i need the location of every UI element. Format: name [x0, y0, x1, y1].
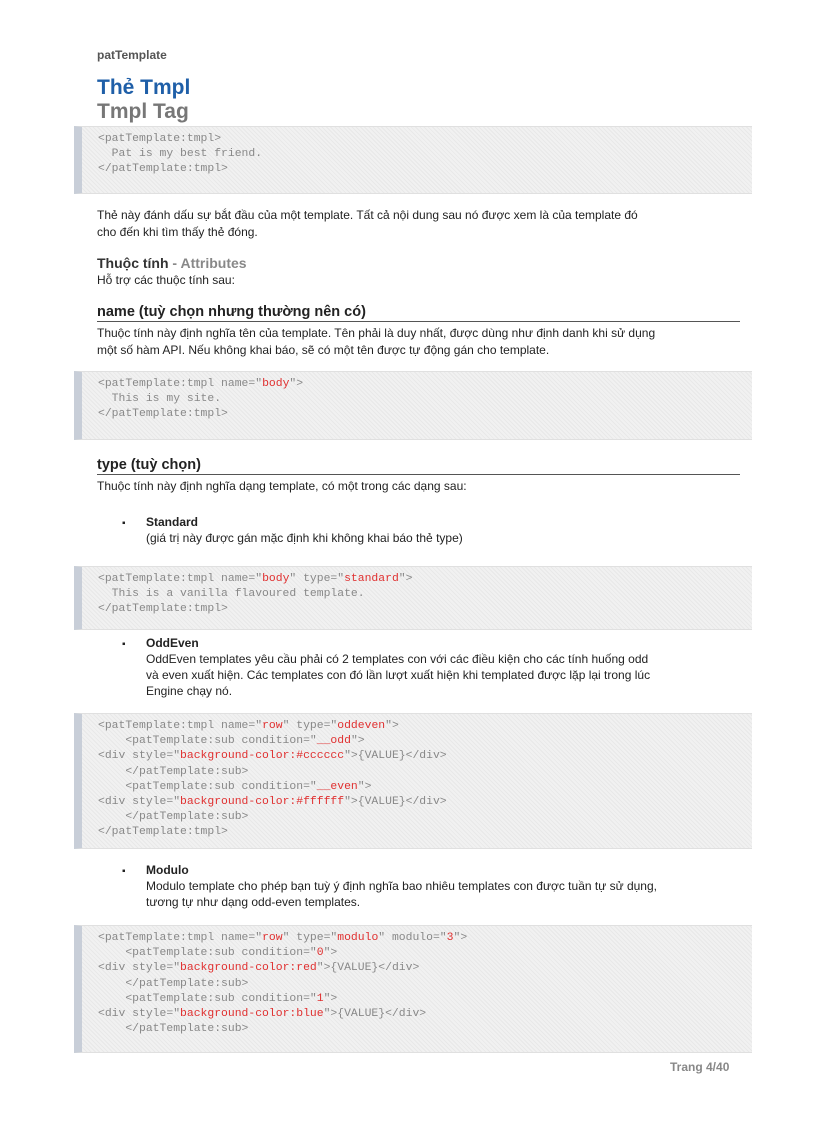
code-line	[98, 992, 752, 1007]
code-line	[98, 1007, 752, 1022]
bullet-marker: ▪	[122, 639, 126, 650]
code-text: </patTemplate:tmpl>	[98, 163, 228, 176]
code-text: ">	[398, 573, 413, 585]
code-text: <div style="	[98, 962, 181, 975]
code-text: </patTemplate:sub>	[98, 977, 249, 990]
code-text: <patTemplate:tmpl name="	[98, 720, 263, 732]
code-string: background-color:red	[180, 962, 317, 975]
code-text: " type="	[282, 720, 338, 732]
document-header: patTemplate	[97, 48, 167, 62]
intro-line: Thẻ này đánh dấu sự bắt đầu của một template. Tất cả nội dung sau nó được xem là của template đó	[97, 208, 638, 222]
code-line	[98, 602, 752, 617]
code-string: row	[262, 720, 283, 732]
code-text: ">{VALUE}</div>	[323, 1007, 427, 1020]
code-block	[74, 566, 752, 630]
code-string: row	[262, 932, 283, 944]
code-text: ">	[357, 780, 372, 793]
description-line: và even xuất hiện. Các templates con đó lần lượt xuất hiện khi templated được lặp lại trong lúc	[146, 668, 651, 682]
bullet-desc-oddeven	[146, 651, 746, 699]
attributes-heading-separator: -	[168, 255, 181, 271]
code-text: <patTemplate:sub condition="	[98, 780, 317, 793]
description-line: tương tự như dạng odd-even templates.	[146, 895, 361, 909]
description-line: một số hàm API. Nếu không khai báo, sẽ có một tên được tự động gán cho template.	[97, 343, 550, 357]
code-line	[98, 825, 752, 840]
code-text: <patTemplate:sub condition="	[98, 992, 317, 1005]
code-text: <patTemplate:tmpl name="	[98, 378, 263, 390]
code-line	[98, 132, 752, 147]
code-text: <patTemplate:sub condition="	[98, 735, 317, 748]
type-attribute-description: Thuộc tính này định nghĩa dạng template, có một trong các dạng sau:	[97, 479, 467, 493]
code-line	[98, 810, 752, 825]
code-text: <div style="	[98, 750, 181, 763]
code-text: This is a vanilla flavoured template.	[98, 588, 365, 601]
code-text: <patTemplate:tmpl name="	[98, 932, 263, 944]
code-line	[98, 749, 752, 764]
code-text: <div style="	[98, 795, 181, 808]
code-text: </patTemplate:sub>	[98, 811, 249, 824]
code-text: ">	[323, 992, 338, 1005]
code-string: __odd	[316, 735, 351, 748]
code-string: modulo	[337, 932, 379, 944]
code-string: standard	[344, 573, 399, 585]
name-attribute-heading: name (tuỳ chọn nhưng thường nên có)	[97, 304, 740, 322]
code-line	[98, 147, 752, 162]
code-text: </patTemplate:sub>	[98, 765, 249, 778]
code-string: body	[262, 378, 290, 390]
code-line	[98, 377, 752, 392]
code-line	[98, 931, 752, 946]
code-text: ">	[453, 932, 468, 944]
code-line	[98, 765, 752, 780]
code-line	[98, 719, 752, 734]
code-string: 1	[316, 992, 324, 1005]
bullet-marker: ▪	[122, 518, 126, 529]
code-text: Pat is my best friend.	[98, 148, 263, 161]
page-title: Thẻ Tmpl	[97, 76, 191, 99]
code-string: body	[262, 573, 290, 585]
description-line: Engine chạy nó.	[146, 684, 233, 698]
code-string: background-color:#cccccc	[180, 750, 345, 763]
code-text: <div style="	[98, 1007, 181, 1020]
attributes-subtext: Hỗ trợ các thuộc tính sau:	[97, 273, 235, 287]
bullet-desc-modulo	[146, 878, 746, 910]
bullet-title-standard: Standard	[146, 515, 199, 529]
name-attribute-description	[97, 325, 747, 359]
code-block	[74, 925, 752, 1053]
code-text: ">{VALUE}</div>	[344, 750, 447, 763]
bullet-title-modulo: Modulo	[146, 863, 189, 877]
code-text: </patTemplate:tmpl>	[98, 603, 228, 616]
intro-paragraph	[97, 207, 747, 241]
code-text: ">	[350, 735, 365, 748]
code-line	[98, 162, 752, 177]
code-string: background-color:blue	[180, 1007, 324, 1020]
code-line	[98, 734, 752, 749]
code-line	[98, 780, 752, 795]
code-string: background-color:#ffffff	[180, 795, 345, 808]
code-line	[98, 572, 752, 587]
code-text: </patTemplate:tmpl>	[98, 408, 228, 421]
code-text: <patTemplate:tmpl>	[98, 133, 222, 145]
code-text: </patTemplate:tmpl>	[98, 826, 228, 839]
bullet-title-oddeven: OddEven	[146, 636, 199, 650]
code-text: This is my site.	[98, 393, 222, 406]
bullet-marker: ▪	[122, 866, 126, 877]
code-line	[98, 587, 752, 602]
code-text: <patTemplate:tmpl name="	[98, 573, 263, 585]
code-text: ">	[323, 947, 338, 960]
code-text: </patTemplate:sub>	[98, 1023, 249, 1036]
attributes-heading	[97, 255, 247, 271]
code-block	[74, 713, 752, 849]
code-text: " type="	[282, 932, 338, 944]
code-text: <patTemplate:sub condition="	[98, 947, 317, 960]
description-line: Modulo template cho phép bạn tuỳ ý định nghĩa bao nhiêu templates con được tuần tự sử dụng,	[146, 879, 657, 893]
code-text: ">	[385, 720, 399, 732]
code-string: __even	[316, 780, 358, 793]
code-line	[98, 392, 752, 407]
attributes-heading-en: Attributes	[180, 255, 247, 271]
code-text: ">{VALUE}</div>	[344, 795, 447, 808]
description-line: OddEven templates yêu cầu phải có 2 templates con với các điều kiện cho các tính huống odd	[146, 652, 649, 666]
code-line	[98, 977, 752, 992]
code-string: 0	[316, 947, 324, 960]
code-line	[98, 407, 752, 422]
code-line	[98, 795, 752, 810]
intro-line: cho đến khi tìm thấy thẻ đóng.	[97, 225, 258, 239]
bullet-desc-standard: (giá trị này được gán mặc định khi không khai báo thẻ type)	[146, 531, 463, 545]
code-block	[74, 126, 752, 194]
code-string: 3	[446, 932, 454, 944]
type-attribute-heading: type (tuỳ chọn)	[97, 457, 740, 475]
attributes-heading-vi: Thuộc tính	[97, 255, 169, 271]
code-line	[98, 946, 752, 961]
description-line: Thuộc tính này định nghĩa tên của template. Tên phải là duy nhất, được dùng như định danh khi sử dụng	[97, 326, 656, 340]
code-line	[98, 1022, 752, 1037]
code-block	[74, 371, 752, 440]
code-text: ">	[289, 378, 304, 390]
code-text: " modulo="	[378, 932, 447, 944]
page-subtitle: Tmpl Tag	[97, 100, 189, 123]
code-text: ">{VALUE}</div>	[316, 962, 420, 975]
code-line	[98, 961, 752, 976]
page-number: Trang 4/40	[670, 1060, 730, 1074]
code-string: oddeven	[337, 720, 386, 732]
code-text: " type="	[289, 573, 345, 585]
